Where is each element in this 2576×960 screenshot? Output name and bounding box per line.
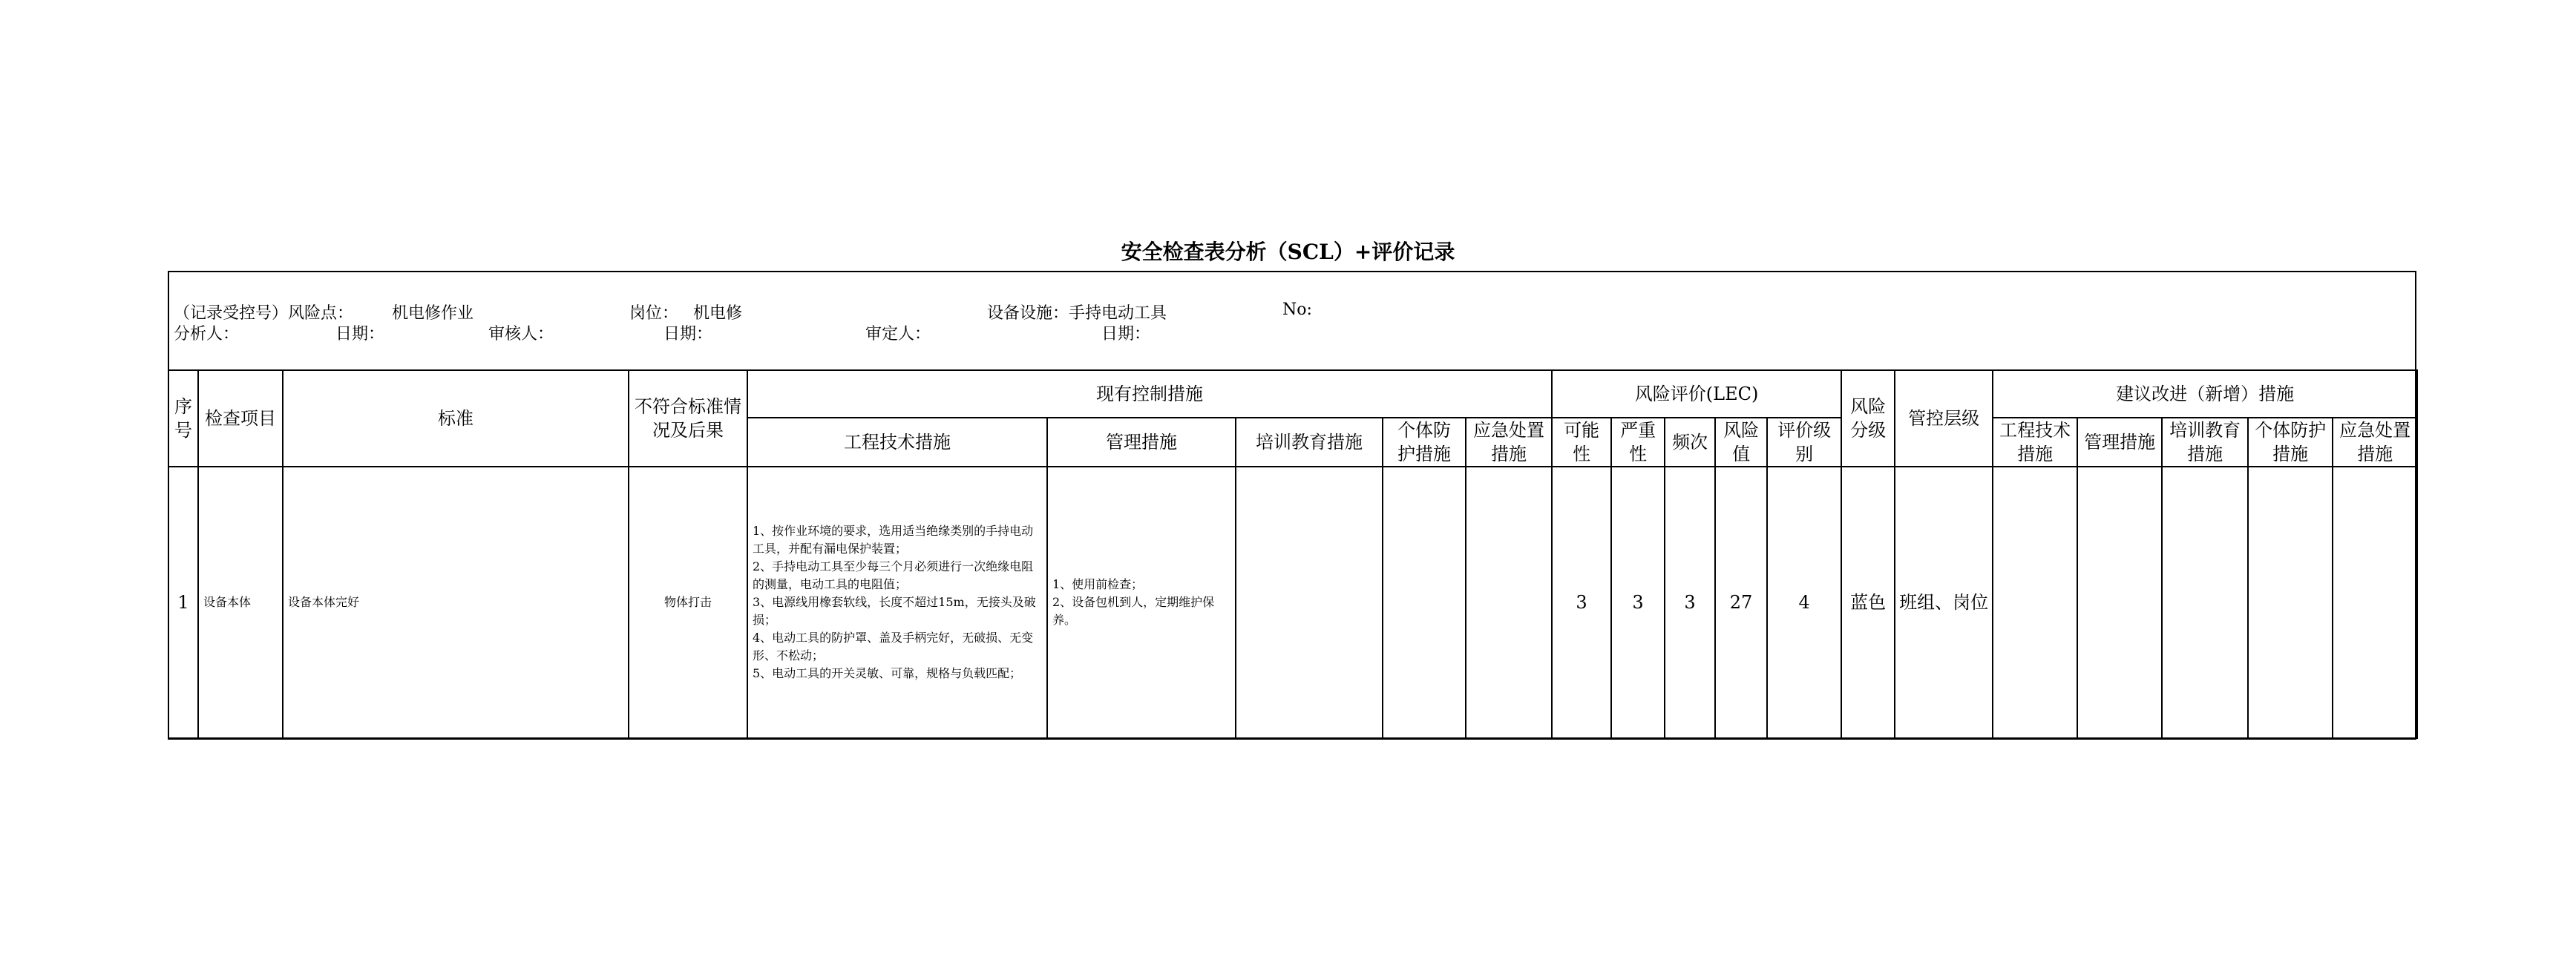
cell-likelihood: 3 bbox=[1552, 467, 1611, 738]
date-label-3: 日期： bbox=[1101, 325, 1151, 343]
header-imp-emergency: 应急处置 措施 bbox=[2333, 418, 2417, 467]
equipment-value: 手持电动工具 bbox=[1069, 304, 1167, 323]
header-info bbox=[169, 272, 2415, 371]
cell-nonconformity: 物体打击 bbox=[629, 467, 747, 738]
header-frequency: 频次 bbox=[1665, 418, 1715, 467]
header-eval-level: 评价级 别 bbox=[1767, 418, 1841, 467]
header-ppe: 个体防 护措施 bbox=[1383, 418, 1466, 467]
analyst-label: 分析人： bbox=[174, 325, 240, 343]
header-standard: 标准 bbox=[283, 370, 629, 467]
header-seq: 序 号 bbox=[168, 370, 198, 467]
header-imp-training: 培训教育 措施 bbox=[2162, 418, 2248, 467]
cell-training bbox=[1236, 467, 1383, 738]
cell-imp-ppe bbox=[2248, 467, 2333, 738]
cell-frequency: 3 bbox=[1665, 467, 1715, 738]
scl-record-sheet bbox=[168, 271, 2416, 740]
risk-point-value: 机电修作业 bbox=[392, 304, 474, 323]
header-management: 管理措施 bbox=[1047, 418, 1236, 467]
reviewer-label: 审核人： bbox=[488, 325, 554, 343]
cell-severity: 3 bbox=[1611, 467, 1665, 738]
cell-imp-emergency bbox=[2333, 467, 2417, 738]
header-likelihood: 可能 性 bbox=[1552, 418, 1611, 467]
header-imp-ppe: 个体防护 措施 bbox=[2248, 418, 2333, 467]
header-improvements: 建议改进（新增）措施 bbox=[1993, 370, 2417, 418]
approver-label: 审定人： bbox=[865, 325, 931, 343]
date-label-2: 日期： bbox=[663, 325, 713, 343]
header-control-level: 管控层级 bbox=[1895, 370, 1993, 467]
header-check-item: 检查项目 bbox=[198, 370, 283, 467]
cell-seq: 1 bbox=[168, 467, 198, 738]
equipment-label: 设备设施： bbox=[987, 304, 1069, 323]
date-label-1: 日期： bbox=[335, 325, 385, 343]
table-row bbox=[168, 467, 2417, 738]
cell-emergency bbox=[1466, 467, 1552, 738]
header-severity: 严重 性 bbox=[1611, 418, 1665, 467]
cell-control-level: 班组、岗位 bbox=[1895, 467, 1993, 738]
cell-management: 1、使用前检查； 2、设备包机到人，定期维护保养。 bbox=[1047, 467, 1236, 738]
cell-eval-level: 4 bbox=[1767, 467, 1841, 738]
page-title: 安全检查表分析（SCL）+评价记录 bbox=[1121, 240, 1455, 264]
cell-risk-value: 27 bbox=[1715, 467, 1767, 738]
cell-check-item: 设备本体 bbox=[198, 467, 283, 738]
header-risk-eval: 风险评价(LEC) bbox=[1552, 370, 1841, 418]
header-training: 培训教育措施 bbox=[1236, 418, 1383, 467]
header-risk-value: 风险 值 bbox=[1715, 418, 1767, 467]
cell-imp-engineering bbox=[1993, 467, 2077, 738]
header-imp-management: 管理措施 bbox=[2077, 418, 2162, 467]
cell-risk-class: 蓝色 bbox=[1841, 467, 1895, 738]
header-existing-controls: 现有控制措施 bbox=[747, 370, 1552, 418]
scl-table bbox=[168, 369, 2418, 739]
cell-engineering: 1、按作业环境的要求，选用适当绝缘类别的手持电动工具，并配有漏电保护装置； 2、手持电动工具至少每三个月必须进行一次绝缘电阻的测量，电动工具的电阻值； 3、电源线用橡套软线，长度不超过15m，无接头及破损； 4、电动工具的防护罩、盖及手柄完好，无破损、无变形、不松动； 5、电动工具的开关灵敏、可靠，规格与负载匹配； bbox=[747, 467, 1047, 738]
record-no-label: （记录受控号）风险点： bbox=[174, 304, 354, 323]
post-value: 机电修 bbox=[693, 304, 743, 323]
header-imp-engineering: 工程技术 措施 bbox=[1993, 418, 2077, 467]
cell-ppe bbox=[1383, 467, 1466, 738]
cell-imp-management bbox=[2077, 467, 2162, 738]
header-risk-class: 风险 分级 bbox=[1841, 370, 1895, 467]
header-nonconformity: 不符合标准情 况及后果 bbox=[629, 370, 747, 467]
no-label: No: bbox=[1282, 300, 1312, 319]
header-engineering: 工程技术措施 bbox=[747, 418, 1047, 467]
header-emergency: 应急处置 措施 bbox=[1466, 418, 1552, 467]
cell-imp-training bbox=[2162, 467, 2248, 738]
post-label: 岗位： bbox=[629, 304, 679, 323]
cell-standard: 设备本体完好 bbox=[283, 467, 629, 738]
